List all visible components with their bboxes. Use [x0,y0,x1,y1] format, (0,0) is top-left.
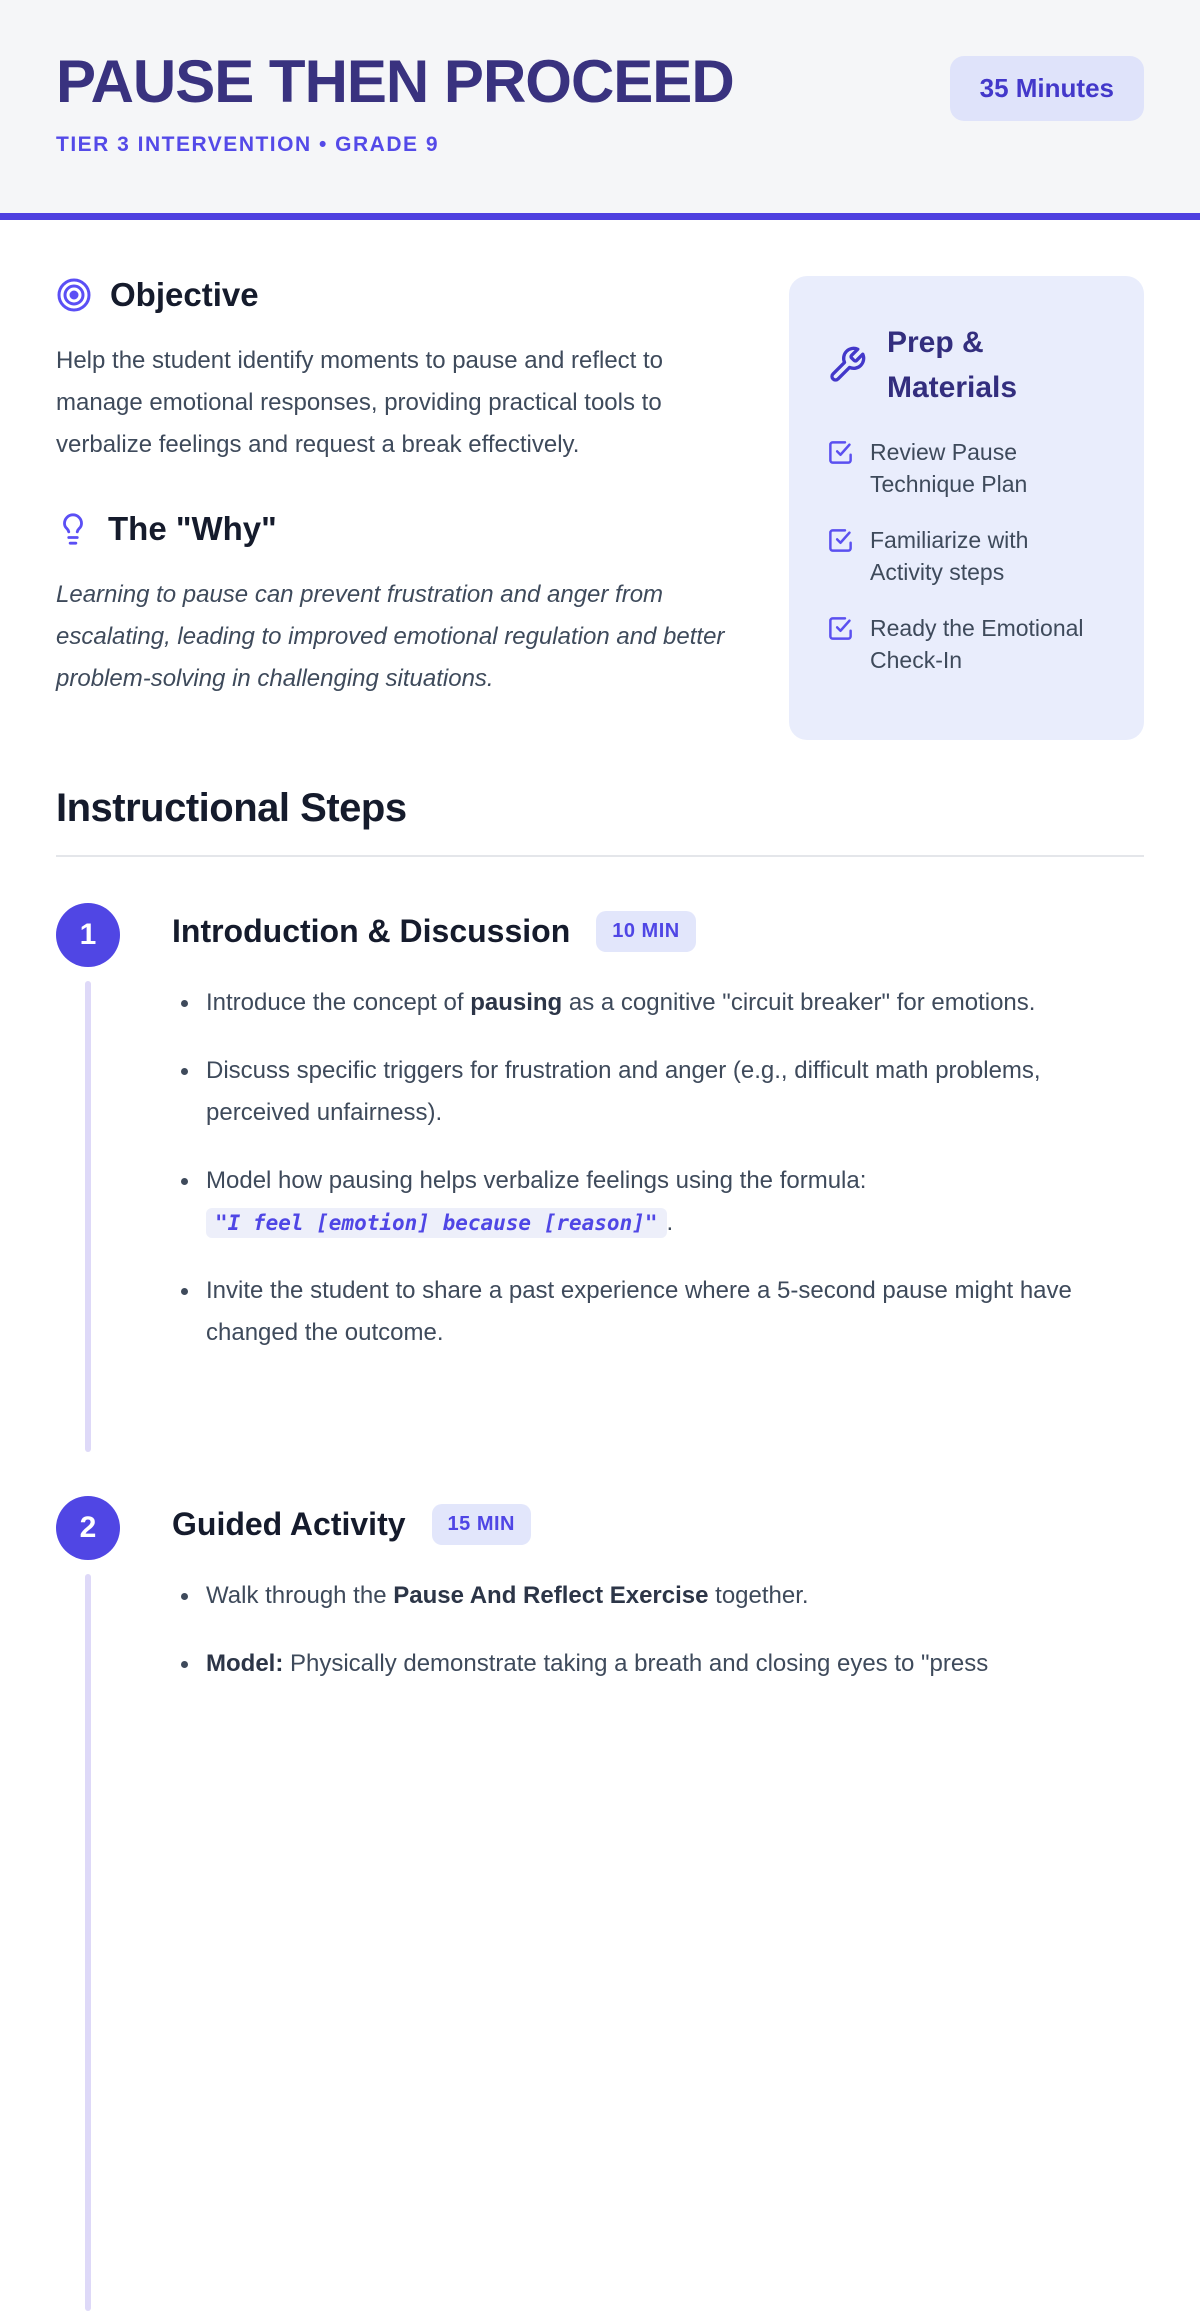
text-segment: Walk through the [206,1582,394,1609]
step-content [172,903,1144,1380]
prep-heading: Prep & Materials [887,326,1018,404]
step-title-row [172,1504,1144,1545]
objective-heading-row [56,276,747,314]
text-segment: . [666,1209,674,1236]
step-title: Introduction & Discussion [172,913,571,949]
step-title-row [172,911,1144,952]
wrench-icon [827,345,867,385]
step-bullet [172,1270,1144,1354]
objective-body: Help the student identify moments to pause and reflect to manage emotional responses, providing practical tools to verbalize feelings and request a break effectively. [56,347,664,458]
prep-checklist-item [827,524,1106,588]
text-segment: Introduce the concept of [206,989,471,1016]
step-1 [56,903,1144,1380]
step-bullet [172,1575,1144,1617]
bold-text: Model: [206,1650,284,1677]
prep-item-label: Ready the Emotional Check-In [870,615,1084,673]
lightbulb-icon [56,512,90,546]
text-segment: Physically demonstrate taking a breath and closing eyes to "press [283,1650,989,1677]
text-segment: Discuss specific triggers for frustration and anger (e.g., difficult math problems, perceived unfairness). [206,1057,1041,1126]
main-content [0,220,1200,1767]
step-bullet [172,1643,1144,1685]
why-body: Learning to pause can prevent frustration and anger from escalating, leading to improved emotional regulation and better problem-solving in challenging situations. [56,581,725,692]
text-segment: Invite the student to share a past experience where a 5-second pause might have changed the outcome. [206,1277,1072,1346]
step-number-badge: 1 [56,903,120,967]
bold-text: pausing [470,989,563,1016]
prep-item-label: Review Pause Technique Plan [870,439,1028,497]
prep-materials-panel [789,276,1144,740]
step-content [172,1496,1144,1711]
instructional-steps-heading: Instructional Steps [56,786,407,830]
page-title: PAUSE THEN PROCEED [56,48,734,115]
step-number-badge: 2 [56,1496,120,1560]
inline-code: "I feel [emotion] because [reason]" [206,1208,667,1238]
text-segment: as a cognitive "circuit breaker" for emotions. [562,989,1036,1016]
step-2 [56,1496,1144,1711]
why-heading: The "Why" [108,510,277,547]
check-square-icon [827,436,854,466]
overview-left-column [56,276,747,740]
step-duration-badge: 10 MIN [596,911,695,952]
bold-text: Pause And Reflect Exercise [393,1582,709,1609]
step-bullet [172,1050,1144,1134]
timeline-connector [85,981,91,1452]
why-heading-row [56,510,747,548]
prep-checklist-item [827,612,1106,676]
prep-checklist-item [827,436,1106,500]
text-segment: Model how pausing helps verbalize feelings using the formula: [206,1167,867,1194]
step-duration-badge: 15 MIN [432,1504,531,1545]
prep-checklist [827,436,1106,676]
check-square-icon [827,524,854,554]
section-divider [56,855,1144,857]
check-square-icon [827,612,854,642]
header-text-block [56,50,734,157]
page-subtitle: TIER 3 INTERVENTION • GRADE 9 [56,133,440,156]
prep-item-label: Familiarize with Activity steps [870,527,1029,585]
duration-badge: 35 Minutes [950,56,1144,121]
objective-heading: Objective [110,276,259,313]
step-title: Guided Activity [172,1506,406,1542]
step-bullet-list [172,1575,1144,1685]
step-gap [56,1380,1144,1450]
timeline-connector [85,1574,91,2311]
step-bullet-list [172,982,1144,1354]
target-icon [56,277,92,313]
step-bullet [172,982,1144,1024]
page-header [0,0,1200,220]
text-segment: together. [708,1582,809,1609]
prep-heading-row [827,320,1106,410]
step-bullet [172,1160,1144,1244]
overview-grid [56,276,1144,740]
